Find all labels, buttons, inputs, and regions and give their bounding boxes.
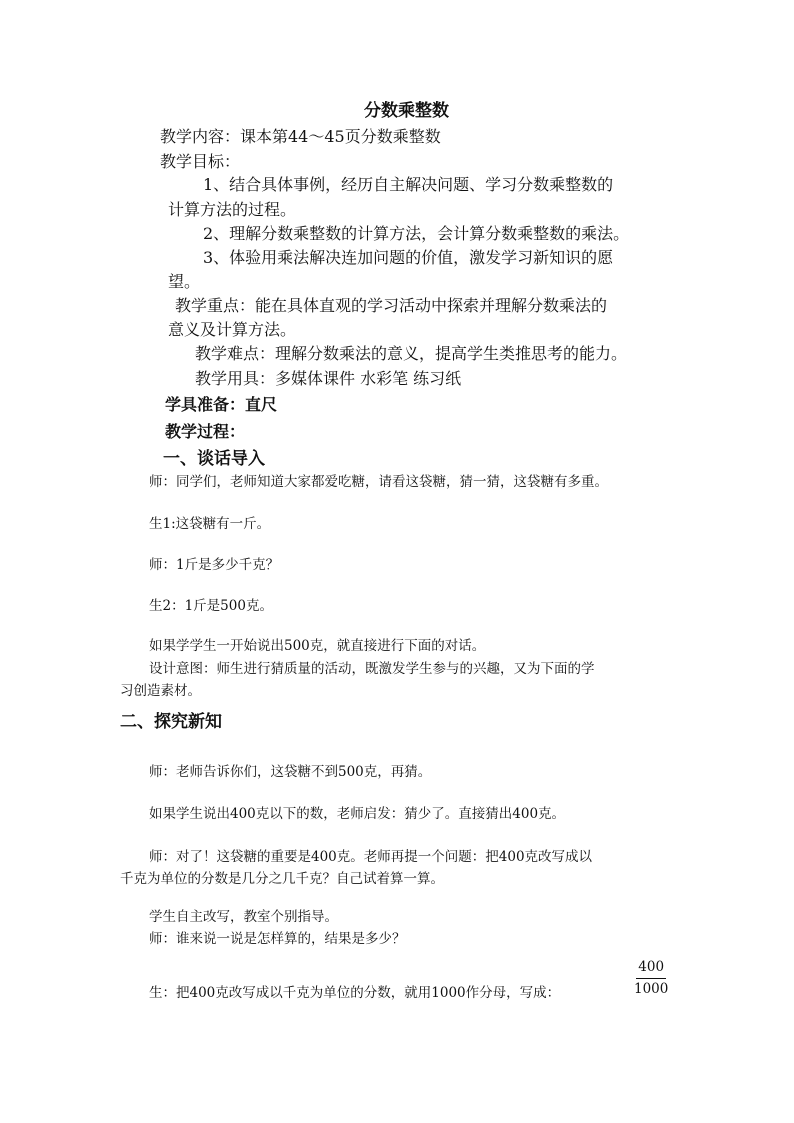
design-intent-line-1: 设计意图：师生进行猜质量的活动，既激发学生参与的兴趣，又为下面的学 [149, 661, 595, 677]
fraction-400-over-1000 [634, 961, 668, 996]
key-points-line-2: 意义及计算方法。 [168, 320, 297, 339]
dialogue-student-3: 生：把400克改写成以千克为单位的分数，就用1000作分母，写成： [149, 985, 561, 1001]
goals-label: 教学目标： [160, 152, 241, 171]
dialogue-teacher-4-line-1: 师：对了！这袋糖的重要是400克。老师再提一个问题：把400克改写成以 [149, 849, 593, 865]
process-heading: 教学过程： [165, 422, 246, 441]
teaching-tools: 教学用具：多媒体课件 水彩笔 练习纸 [195, 369, 462, 388]
goal-3-line-2: 望。 [168, 272, 201, 291]
dialogue-teacher-1: 师：同学们，老师知道大家都爱吃糖，请看这袋糖，猜一猜，这袋糖有多重。 [149, 474, 608, 490]
dialogue-student-1: 生1:这袋糖有一斤。 [149, 516, 271, 532]
section-2-heading: 二、探究新知 [120, 712, 222, 732]
design-intent-line-2: 习创造素材。 [120, 683, 201, 699]
goal-1-line-2: 计算方法的过程。 [168, 200, 297, 219]
goal-3-line-1: 3、体验用乘法解决连加问题的价值，激发学习新知识的愿 [203, 248, 614, 267]
student-tools: 学具准备：直尺 [165, 395, 278, 414]
dialogue-teacher-5: 师：谁来说一说是怎样算的，结果是多少？ [149, 931, 406, 947]
student-self-work: 学生自主改写，教室个别指导。 [149, 909, 338, 925]
note-500g: 如果学学生一开始说出500克，就直接进行下面的对话。 [149, 638, 486, 654]
dialogue-teacher-3: 师：老师告诉你们，这袋糖不到500克，再猜。 [149, 764, 432, 780]
key-points-line-1: 教学重点：能在具体直观的学习活动中探索并理解分数乘法的 [175, 296, 608, 315]
dialogue-teacher-4-line-2: 千克为单位的分数是几分之几千克？自己试着算一算。 [120, 871, 444, 887]
goal-1-line-1: 1、结合具体事例，经历自主解决问题、学习分数乘整数的 [203, 175, 614, 194]
fraction-denominator: 1000 [634, 980, 669, 997]
section-1-heading: 一、谈话导入 [163, 449, 265, 469]
fraction-numerator: 400 [636, 961, 666, 979]
page-title: 分数乘整数 [364, 101, 449, 121]
teaching-content: 教学内容：课本第44～45页分数乘整数 [160, 127, 441, 146]
goal-2: 2、理解分数乘整数的计算方法，会计算分数乘整数的乘法。 [203, 224, 630, 243]
dialogue-teacher-2: 师：1斤是多少千克？ [149, 557, 280, 573]
note-400g: 如果学生说出400克以下的数，老师启发：猜少了。直接猜出400克。 [149, 806, 566, 822]
difficulty: 教学难点：理解分数乘法的意义，提高学生类推思考的能力。 [195, 344, 628, 363]
dialogue-student-2: 生2：1斤是500克。 [149, 598, 273, 614]
